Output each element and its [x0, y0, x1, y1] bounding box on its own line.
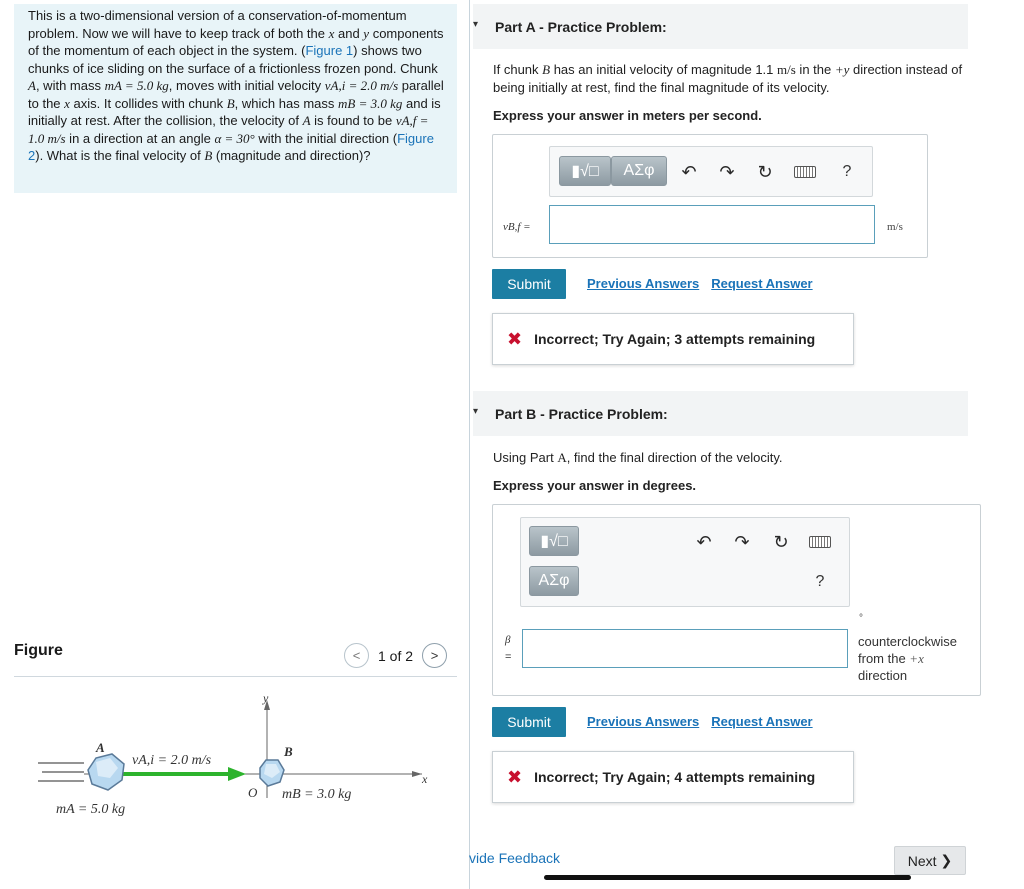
help-glyph: ? — [842, 163, 852, 180]
problem-text: with the initial direction ( — [254, 130, 398, 146]
part-a-instructions: Express your answer in meters per second. — [493, 108, 762, 123]
reset-icon[interactable]: ↻ — [757, 161, 773, 182]
part-a-question — [493, 61, 963, 97]
part-a-feedback-text: Incorrect; Try Again; 3 attempts remaining — [534, 331, 816, 347]
symbols-icon: ΑΣφ — [623, 162, 655, 179]
question-text: has an initial velocity of magnitude 1.1 — [550, 62, 778, 77]
keyboard-glyph — [809, 536, 831, 548]
math-mB: mB = 3.0 kg — [338, 95, 403, 111]
column-divider — [469, 0, 470, 889]
part-a-submit-button[interactable]: Submit — [492, 269, 566, 299]
symbols-button[interactable] — [611, 156, 667, 186]
mass-a-label: mA = 5.0 kg — [56, 802, 126, 817]
unit-line: counterclockwise — [858, 634, 957, 649]
problem-text: and is initially at rest. After the collision, the velocity of — [28, 95, 441, 128]
figure-1-link[interactable]: Figure 1 — [305, 43, 354, 58]
keyboard-glyph — [794, 166, 816, 178]
unit-line — [858, 650, 957, 667]
next-label: Next — [907, 852, 937, 869]
undo-icon[interactable]: ↶ — [681, 161, 697, 182]
problem-text: , which has mass — [234, 95, 338, 111]
collapse-triangle-icon: ▾ — [473, 19, 479, 30]
math-plus-x: +x — [909, 651, 924, 666]
problem-text: axis. It collides with chunk — [69, 95, 227, 111]
math-B: B — [542, 62, 551, 77]
part-a-links — [587, 276, 813, 291]
chunk-a-label: A — [96, 740, 105, 755]
problem-text: ). What is the final velocity of — [35, 148, 205, 163]
part-b-unit-label — [858, 633, 957, 684]
math-B: B — [226, 95, 235, 111]
part-a-math-toolbar — [549, 146, 873, 197]
horizontal-scrollbar[interactable] — [544, 875, 911, 880]
help-glyph: ? — [815, 573, 825, 590]
templates-button[interactable] — [529, 526, 579, 556]
figure-divider — [14, 676, 457, 677]
problem-text: (magnitude and direction)? — [212, 148, 371, 163]
math-vAi: vA,i = 2.0 m/s — [324, 78, 399, 93]
help-icon[interactable] — [834, 160, 860, 184]
next-button[interactable] — [894, 846, 966, 875]
question-text: , find the final direction of the velocity. — [566, 450, 783, 465]
collapse-triangle-icon: ▾ — [473, 406, 479, 417]
unit-text: from the — [858, 651, 910, 666]
templates-icon: ▮√□ — [571, 163, 599, 180]
question-text: direction instead of being initially at rest, find the final magnitude of its velocity. — [493, 62, 963, 95]
redo-icon[interactable]: ↷ — [719, 161, 735, 182]
symbols-icon: ΑΣφ — [538, 572, 570, 589]
keyboard-icon[interactable] — [792, 160, 818, 184]
math-vAf: vA,f = 1.0 m/s — [28, 113, 429, 146]
part-b-feedback — [492, 751, 854, 803]
part-b-submit-button[interactable]: Submit — [492, 707, 566, 737]
figure-pagination — [344, 643, 447, 668]
symbols-button[interactable] — [529, 566, 579, 596]
question-text: Using Part — [493, 450, 558, 465]
redo-icon[interactable]: ↷ — [734, 531, 750, 552]
part-b-previous-answers-link[interactable]: Previous Answers — [587, 714, 700, 729]
problem-text: ) shows two chunks of ice sliding on the surface of a frictionless frozen pond. Chunk — [28, 43, 438, 76]
collision-figure — [14, 680, 457, 840]
part-b-answer-box — [492, 504, 981, 696]
part-a-feedback — [492, 313, 854, 365]
math-A: A — [557, 450, 567, 465]
part-b-math-toolbar — [520, 517, 850, 607]
problem-text: and — [334, 25, 364, 41]
math-y: y — [363, 25, 370, 41]
math-mA: mA = 5.0 kg — [104, 78, 169, 93]
problem-text: components of the momentum of each object in the system. ( — [28, 25, 444, 58]
mass-b-label: mB = 3.0 kg — [282, 787, 352, 802]
math-A: A — [28, 78, 36, 93]
x-icon: ✖ — [507, 766, 523, 787]
figure-prev-button[interactable] — [344, 643, 369, 668]
velocity-arrowhead — [228, 767, 246, 781]
problem-text: parallel to the — [28, 78, 444, 111]
x-axis-arrowhead — [412, 771, 422, 777]
question-text: If chunk — [493, 62, 543, 77]
part-a-request-answer-link[interactable]: Request Answer — [711, 276, 813, 291]
part-a-title: Part A - Practice Problem: — [495, 18, 667, 35]
reset-icon[interactable]: ↻ — [773, 531, 789, 552]
figure-2-link[interactable]: Figure 2 — [28, 130, 434, 163]
figure-next-button[interactable] — [422, 643, 447, 668]
unit-line: direction — [858, 668, 908, 683]
part-b-feedback-text: Incorrect; Try Again; 4 attempts remaining — [534, 769, 816, 785]
problem-statement — [14, 4, 457, 193]
figure-page-indicator: 1 of 2 — [378, 647, 414, 664]
math-alpha: α = 30° — [214, 130, 255, 146]
math-unit: m/s — [777, 62, 796, 77]
part-b-title: Part B - Practice Problem: — [495, 405, 668, 422]
question-text: in the — [795, 62, 835, 77]
chevron-left-icon: < — [352, 648, 361, 663]
undo-icon[interactable]: ↶ — [696, 531, 712, 552]
problem-text: , with mass — [35, 78, 105, 93]
part-b-variable-label: β — [505, 634, 511, 646]
problem-text: in a direction at an angle — [65, 130, 215, 146]
templates-button[interactable] — [559, 156, 611, 186]
part-b-header[interactable] — [473, 391, 968, 436]
math-direction: +y — [834, 62, 850, 77]
part-b-request-answer-link[interactable]: Request Answer — [711, 714, 813, 729]
problem-text: , moves with initial velocity — [168, 78, 325, 93]
chevron-right-icon: ❯ — [940, 852, 953, 868]
part-b-instructions: Express your answer in degrees. — [493, 478, 697, 493]
part-a-variable-label: vB,f = — [503, 221, 531, 233]
part-a-answer-input[interactable] — [549, 205, 875, 244]
help-icon[interactable] — [807, 570, 833, 594]
part-b-equals: = — [505, 651, 512, 663]
part-a-answer-box — [492, 134, 928, 258]
y-axis-label: y — [263, 691, 269, 705]
x-icon: ✖ — [507, 328, 523, 349]
chunk-b-label: B — [284, 744, 293, 759]
x-axis-label: x — [422, 772, 428, 786]
math-A: A — [302, 113, 311, 128]
templates-icon: ▮√□ — [540, 533, 568, 550]
problem-text: This is a two-dimensional version of a conservation-of-momentum problem. Now we will have to keep track of both the — [28, 8, 407, 41]
degree-symbol: ° — [859, 613, 863, 624]
origin-label: O — [248, 785, 258, 800]
part-b-links — [587, 714, 813, 729]
part-b-question — [493, 449, 963, 467]
math-B: B — [204, 148, 213, 163]
problem-text: is found to be — [310, 113, 396, 128]
provide-feedback-link[interactable]: vide Feedback — [469, 850, 561, 866]
math-x: x — [328, 25, 335, 41]
chevron-right-icon: > — [430, 648, 439, 663]
part-a-previous-answers-link[interactable]: Previous Answers — [587, 276, 700, 291]
keyboard-icon[interactable] — [807, 530, 833, 554]
part-a-header[interactable] — [473, 4, 968, 49]
velocity-label: vA,i = 2.0 m/s — [132, 753, 212, 768]
part-a-unit-label: m/s — [887, 221, 903, 233]
figure-label: Figure — [14, 642, 63, 659]
math-x: x — [64, 95, 70, 111]
part-b-answer-input[interactable] — [522, 629, 848, 668]
